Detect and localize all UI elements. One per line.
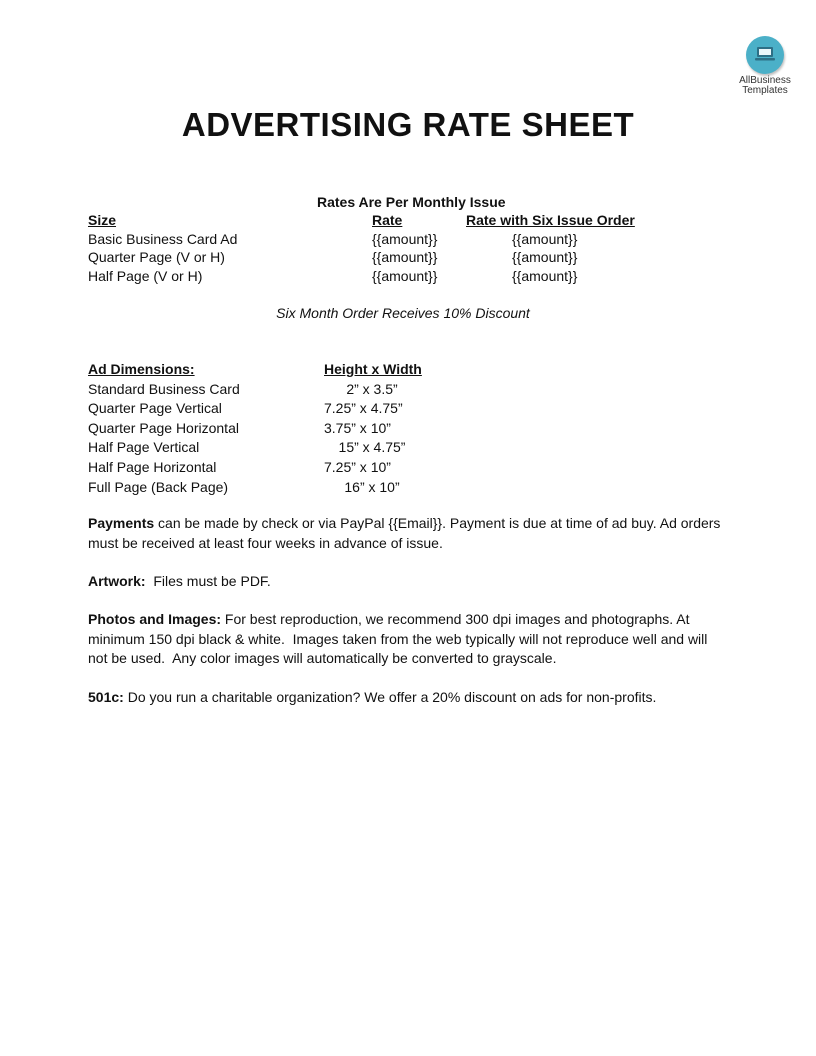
photos-text: For best reproduction, we recommend 300 dpi images and photographs. At minimum 150 dpi black & white. Images taken from the web typically will not reproduce well and will not be used. Any color images will automatically be converted to grayscale. <box>88 611 712 666</box>
dimension-value: 15” x 4.75” <box>338 439 406 455</box>
dimension-label: Half Page Vertical <box>88 439 200 455</box>
dimension-label: Half Page Horizontal <box>88 459 217 475</box>
rates-size-cell: Basic Business Card Ad <box>88 231 238 247</box>
payments-label: Payments <box>88 515 155 531</box>
artwork-text: Files must be PDF. <box>145 573 271 589</box>
dimensions-header-value: Height x Width <box>324 361 422 377</box>
brand-logo <box>734 36 796 96</box>
dimension-label: Standard Business Card <box>88 381 240 397</box>
rates-size-cell: Quarter Page (V or H) <box>88 249 225 265</box>
rates-header-rate: Rate <box>372 212 403 228</box>
dimension-label: Quarter Page Vertical <box>88 400 222 416</box>
nonprofit-paragraph <box>88 688 728 708</box>
rates-rate-cell: {{amount}} <box>372 268 438 284</box>
rates-header-six-issue: Rate with Six Issue Order <box>466 212 635 228</box>
dimension-value: 2” x 3.5” <box>346 381 398 397</box>
rates-rate-cell: {{amount}} <box>372 231 438 247</box>
logo-line-2: Templates <box>742 85 788 96</box>
rates-rate-cell: {{amount}} <box>372 249 438 265</box>
dimension-label: Quarter Page Horizontal <box>88 420 239 436</box>
dimension-value: 16” x 10” <box>344 479 400 495</box>
page-title: ADVERTISING RATE SHEET <box>181 106 635 143</box>
dimension-value: 3.75” x 10” <box>324 420 391 436</box>
dimension-value: 7.25” x 10” <box>324 459 391 475</box>
photos-label: Photos and Images: <box>88 611 222 627</box>
rates-six-cell: {{amount}} <box>512 231 578 247</box>
rates-size-cell: Half Page (V or H) <box>88 268 203 284</box>
rates-six-cell: {{amount}} <box>512 249 578 265</box>
payments-text: can be made by check or via PayPal {{Email}}. Payment is due at time of ad buy. Ad orders must be received at least four weeks in advance of issue. <box>88 515 721 551</box>
logo-badge <box>746 36 784 74</box>
artwork-label: Artwork: <box>88 573 146 589</box>
dimension-value: 7.25” x 4.75” <box>324 400 403 416</box>
rates-caption: Rates Are Per Monthly Issue <box>317 194 506 210</box>
laptop-icon <box>754 45 776 63</box>
rates-header-size: Size <box>88 212 117 228</box>
dimensions-header-label: Ad Dimensions: <box>88 361 195 377</box>
rates-six-cell: {{amount}} <box>512 268 578 284</box>
logo-line-1: AllBusiness <box>739 75 791 86</box>
photos-paragraph <box>88 610 728 669</box>
nonprofit-label: 501c: <box>88 689 124 705</box>
dimension-label: Full Page (Back Page) <box>88 479 229 495</box>
nonprofit-text: Do you run a charitable organization? We offer a 20% discount on ads for non-profits. <box>123 689 657 705</box>
discount-note: Six Month Order Receives 10% Discount <box>276 305 530 321</box>
payments-paragraph <box>88 514 728 553</box>
artwork-paragraph <box>88 572 728 592</box>
logo-brand-name <box>734 76 796 96</box>
